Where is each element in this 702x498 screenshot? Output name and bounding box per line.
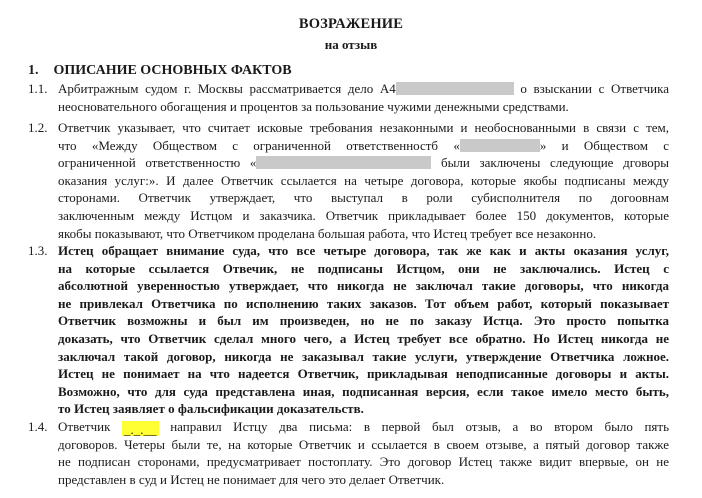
document-title: ВОЗРАЖЕНИЕ	[298, 16, 404, 32]
text-fragment: были заключены следующие дговоры	[441, 155, 669, 171]
paragraph-text	[58, 418, 669, 488]
section-title: ОПИСАНИЕ ОСНОВНЫХ ФАКТОВ	[53, 63, 292, 78]
text-fragment: направил Истцу два письма: в первой был отзыв, а во втором было пять	[170, 419, 669, 434]
text-line: то Истец заявляет о фальсификации доказательств.	[58, 401, 364, 417]
text-line	[58, 418, 669, 436]
text-line: на которые ссылается Отвечик, не подписаны Истцом, они не заключались. Истец с	[58, 260, 669, 276]
text-line: заключал такой договор, никогда не заказывал такие услуги, утверждение Ответчика ложное.	[58, 348, 669, 364]
paragraph-number: 1.1.	[28, 81, 48, 96]
text-line: Ответчик возможны и был им произведен, но не по заказу Истца. Это просто попытка	[58, 313, 669, 329]
text-line: не подписан сторонами, предусматривает постоплату. Это договор Истец также видит впервые, он не	[58, 454, 669, 470]
paragraph-text	[58, 80, 669, 115]
text-fragment: Ответчик	[58, 419, 111, 434]
section-number: 1.	[28, 63, 39, 78]
text-line	[58, 154, 669, 172]
text-fragment: » и Обществом с	[539, 137, 669, 153]
paragraph-number: 1.2.	[28, 120, 48, 135]
text-line: Возможно, что для суда представлена иная, подписанная версия, если такое имело место быть,	[58, 383, 669, 399]
paragraph-number: 1.4.	[28, 419, 48, 434]
text-line: Истец не понимает на что надеется Ответчик, прикладывая неподписанные договоры и акты.	[58, 366, 669, 382]
text-line: Ответчик указывает, что считает исковые требования незаконными и необоснованными в связи с тем,	[58, 120, 669, 135]
text-line: неосновательного обогащения и процентов за пользование чужими денежными средствами.	[58, 98, 569, 114]
text-fragment: ограниченной ответственностю «	[58, 155, 257, 171]
text-line: договоров. Четеры были те, на которые Ответчик и ссылается в своем отзыве, а пятый договор также	[58, 436, 669, 452]
text-fragment: Арбитражным судом г. Москвы рассматривается дело А4	[58, 81, 396, 96]
text-line	[58, 137, 669, 155]
text-line: представлен в суд и Истец не понимает для чего это делает Ответчик.	[58, 471, 445, 487]
text-line: сторонами. Ответчик утверждает, что выступал в роли субисполнителя по догоовнам	[58, 190, 669, 206]
text-line: доказать, что Ответчик сделал много чего, а Истец требует все обратно. Но Истец никогда не	[58, 330, 669, 346]
paragraph-text	[58, 242, 669, 418]
text-line: заключенным между Истцом и заказчика. Ответчик прикладывает более 150 документов, которые	[58, 207, 669, 223]
text-line	[58, 80, 669, 98]
paragraph-number: 1.3.	[28, 243, 48, 258]
section-heading	[28, 63, 292, 79]
text-fragment: о взыскании с Ответчика	[520, 81, 669, 96]
text-line: якобы показывают, что Ответчиком проделана большая работа, что Истец требует все незаконно.	[58, 225, 597, 241]
redacted-block	[256, 156, 431, 169]
text-line: оказания услуг:». И далее Ответчик ссылается на четыре договора, которые якобы подписаны между	[58, 172, 669, 188]
document-subtitle: на отзыв	[324, 37, 378, 52]
redacted-block	[396, 82, 514, 95]
paragraph-text	[58, 119, 669, 242]
text-fragment: что «Между Обществом с ограниченной ответственностб «	[58, 137, 460, 153]
text-line: Истец обращает внимание суда, что все четыре договора, так же как и акты оказания услуг,	[58, 243, 669, 258]
redacted-block	[460, 139, 540, 152]
text-line: абсолютной уверенностью утверждает, что никогда не заключал такие договоры, что никогда	[58, 278, 669, 294]
text-line: не привлекал Ответчика по исполнению таких заказов. Тот объем работ, который показывает	[58, 295, 669, 311]
highlighted-text: _._.__	[124, 422, 157, 436]
